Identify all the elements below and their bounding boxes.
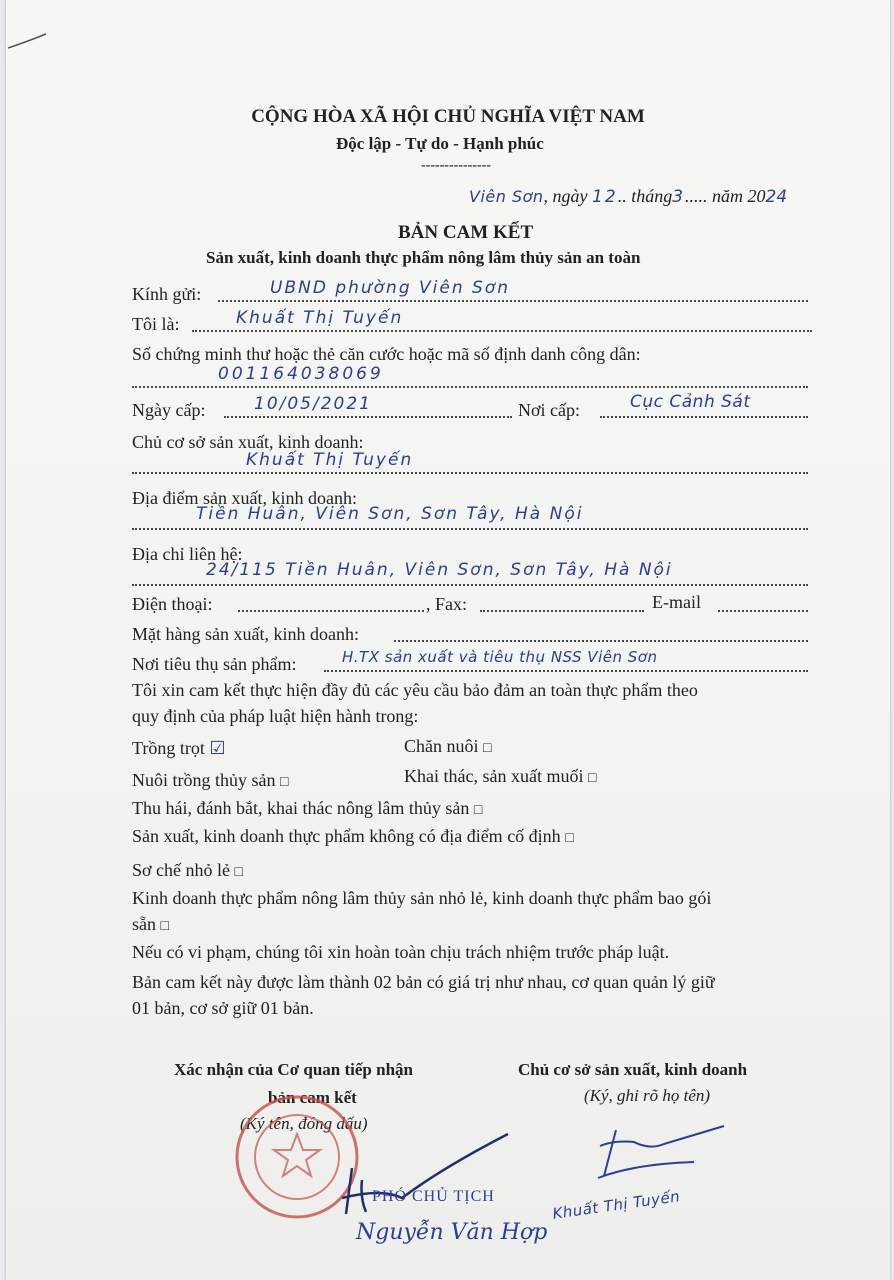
ngay-label: , ngày [543, 186, 588, 206]
dia-chi-label: Địa chỉ liên hệ: [132, 544, 243, 564]
document-page [6, 0, 890, 1280]
header-rule: --------------- [421, 158, 491, 173]
option-khong-dia-diem-label: Sản xuất, kinh doanh thực phẩm không có địa điểm cố định [132, 826, 561, 846]
option-trong-trot [132, 738, 226, 759]
noi-cap-line [600, 416, 808, 418]
chu-co-so-label: Chủ cơ sở sản xuất, kinh doanh: [132, 432, 364, 452]
toi-la-label: Tôi là: [132, 314, 180, 334]
left-signature-note: (Ký tên, đóng dấu) [240, 1114, 368, 1133]
checked-box-icon: ☑ [209, 738, 226, 758]
month-handwritten: 3 [672, 187, 686, 207]
copies-text-2: 01 bản, cơ sở giữ 01 bản. [132, 998, 314, 1018]
option-thu-hai-label: Thu hái, đánh bắt, khai thác nông lâm thủy sản [132, 798, 470, 818]
option-so-che-label: Sơ chế nhỏ lẻ [132, 860, 230, 880]
option-chan-nuoi [404, 736, 491, 757]
kinh-gui-value: UBND phường Viên Sơn [270, 278, 510, 298]
toi-la-line [192, 330, 812, 332]
noi-cap-label: Nơi cấp: [518, 400, 580, 420]
checkbox-icon: □ [587, 771, 597, 786]
option-khai-thac-muoi [404, 766, 596, 787]
checkbox-icon: □ [160, 919, 169, 934]
nam-label: năm 20 [712, 186, 766, 206]
cmnd-line [132, 386, 808, 388]
dien-thoai-label: Điện thoại: [132, 594, 213, 614]
option-nuoi-thuy-san [132, 770, 288, 791]
checkbox-icon: □ [473, 803, 483, 818]
email-line [718, 610, 808, 612]
chu-co-so-value: Khuất Thị Tuyến [246, 450, 414, 470]
checkbox-icon: □ [483, 741, 492, 756]
option-trong-trot-label: Trồng trọt [132, 738, 205, 758]
violation-text: Nếu có vi phạm, chúng tôi xin hoàn toàn chịu trách nhiệm trước pháp luật. [132, 942, 670, 962]
ngay-cap-label: Ngày cấp: [132, 400, 206, 420]
commitment-intro-2: quy định của pháp luật hiện hành trong: [132, 706, 419, 726]
cmnd-label: Số chứng minh thư hoặc thẻ căn cước hoặc mã số định danh công dân: [132, 344, 641, 364]
ngay-cap-line [224, 416, 512, 418]
copies-text-1: Bản cam kết này được làm thành 02 bản có giá trị như nhau, cơ quan quản lý giữ [132, 972, 715, 992]
nation-heading: CỘNG HÒA XÃ HỘI CHỦ NGHĨA VIỆT NAM [251, 106, 645, 127]
noi-tieu-thu-label: Nơi tiêu thụ sản phẩm: [132, 654, 297, 674]
document-title: BẢN CAM KẾT [398, 222, 534, 243]
checkbox-icon: □ [565, 831, 574, 846]
dia-diem-label: Địa điểm sản xuất, kinh doanh: [132, 488, 357, 508]
owner-signature [594, 1120, 734, 1190]
document-subtitle: Sản xuất, kinh doanh thực phẩm nông lâm thủy sản an toàn [206, 248, 641, 267]
day-handwritten: 12 [592, 187, 618, 207]
left-signer-name: Nguyễn Văn Hợp [356, 1220, 548, 1245]
motto: Độc lập - Tự do - Hạnh phúc [336, 134, 544, 153]
pen-mark [6, 28, 56, 58]
noi-cap-value: Cục Cảnh Sát [630, 392, 751, 412]
commitment-intro-1: Tôi xin cam kết thực hiện đầy đủ các yêu cầu bảo đảm an toàn thực phẩm theo [132, 680, 698, 700]
option-khong-dia-diem [132, 826, 574, 847]
official-signature [322, 1128, 522, 1228]
toi-la-value: Khuất Thị Tuyến [236, 308, 404, 328]
dia-diem-line [132, 528, 808, 530]
option-kinh-doanh-2 [132, 914, 169, 935]
option-chan-nuoi-label: Chăn nuôi [404, 736, 479, 756]
dien-thoai-line [238, 610, 424, 612]
option-nuoi-thuy-san-label: Nuôi trồng thủy sản [132, 770, 276, 790]
kinh-gui-line [218, 300, 808, 302]
ngay-cap-value: 10/05/2021 [254, 394, 372, 414]
thang-label: tháng [631, 186, 673, 206]
fax-label: , Fax: [426, 594, 468, 614]
option-thu-hai [132, 798, 482, 819]
dia-chi-value: 24/115 Tiền Huân, Viên Sơn, Sơn Tây, Hà Nội [206, 560, 673, 580]
checkbox-icon: □ [280, 775, 289, 790]
left-signature-title-2: bản cam kết [268, 1088, 357, 1107]
kinh-gui-label: Kính gửi: [132, 284, 202, 304]
option-kinh-doanh-2-label: sẵn [132, 914, 156, 934]
email-label: E-mail [652, 592, 701, 612]
date-line: Viên Sơn, ngày 12.. tháng3..... năm 2024 [469, 186, 788, 207]
left-signature-title-1: Xác nhận của Cơ quan tiếp nhận [174, 1060, 413, 1079]
noi-tieu-thu-line [324, 670, 808, 672]
mat-hang-label: Mặt hàng sản xuất, kinh doanh: [132, 624, 359, 644]
option-kinh-doanh-1: Kinh doanh thực phẩm nông lâm thủy sản nhỏ lẻ, kinh doanh thực phẩm bao gói [132, 888, 712, 908]
right-signer-name: Khuất Thị Tuyến [551, 1187, 682, 1223]
cmnd-value: 001164038069 [218, 364, 384, 384]
chu-co-so-line [132, 472, 808, 474]
noi-tieu-thu-value: H.TX sản xuất và tiêu thụ NSS Viên Sơn [342, 648, 658, 666]
option-so-che [132, 860, 243, 881]
dia-diem-value: Tiền Huân, Viên Sơn, Sơn Tây, Hà Nội [196, 504, 584, 524]
right-signature-title: Chủ cơ sở sản xuất, kinh doanh [518, 1060, 748, 1079]
place-handwritten: Viên Sơn [469, 187, 544, 206]
dia-chi-line [132, 584, 808, 586]
year-handwritten: 24 [765, 187, 788, 207]
right-signature-note: (Ký, ghi rõ họ tên) [584, 1086, 711, 1105]
left-signer-position: PHÓ CHỦ TỊCH [372, 1188, 495, 1205]
mat-hang-line [394, 640, 808, 642]
option-khai-thac-muoi-label: Khai thác, sản xuất muối [404, 766, 584, 786]
fax-line [480, 610, 644, 612]
checkbox-icon: □ [234, 865, 243, 880]
